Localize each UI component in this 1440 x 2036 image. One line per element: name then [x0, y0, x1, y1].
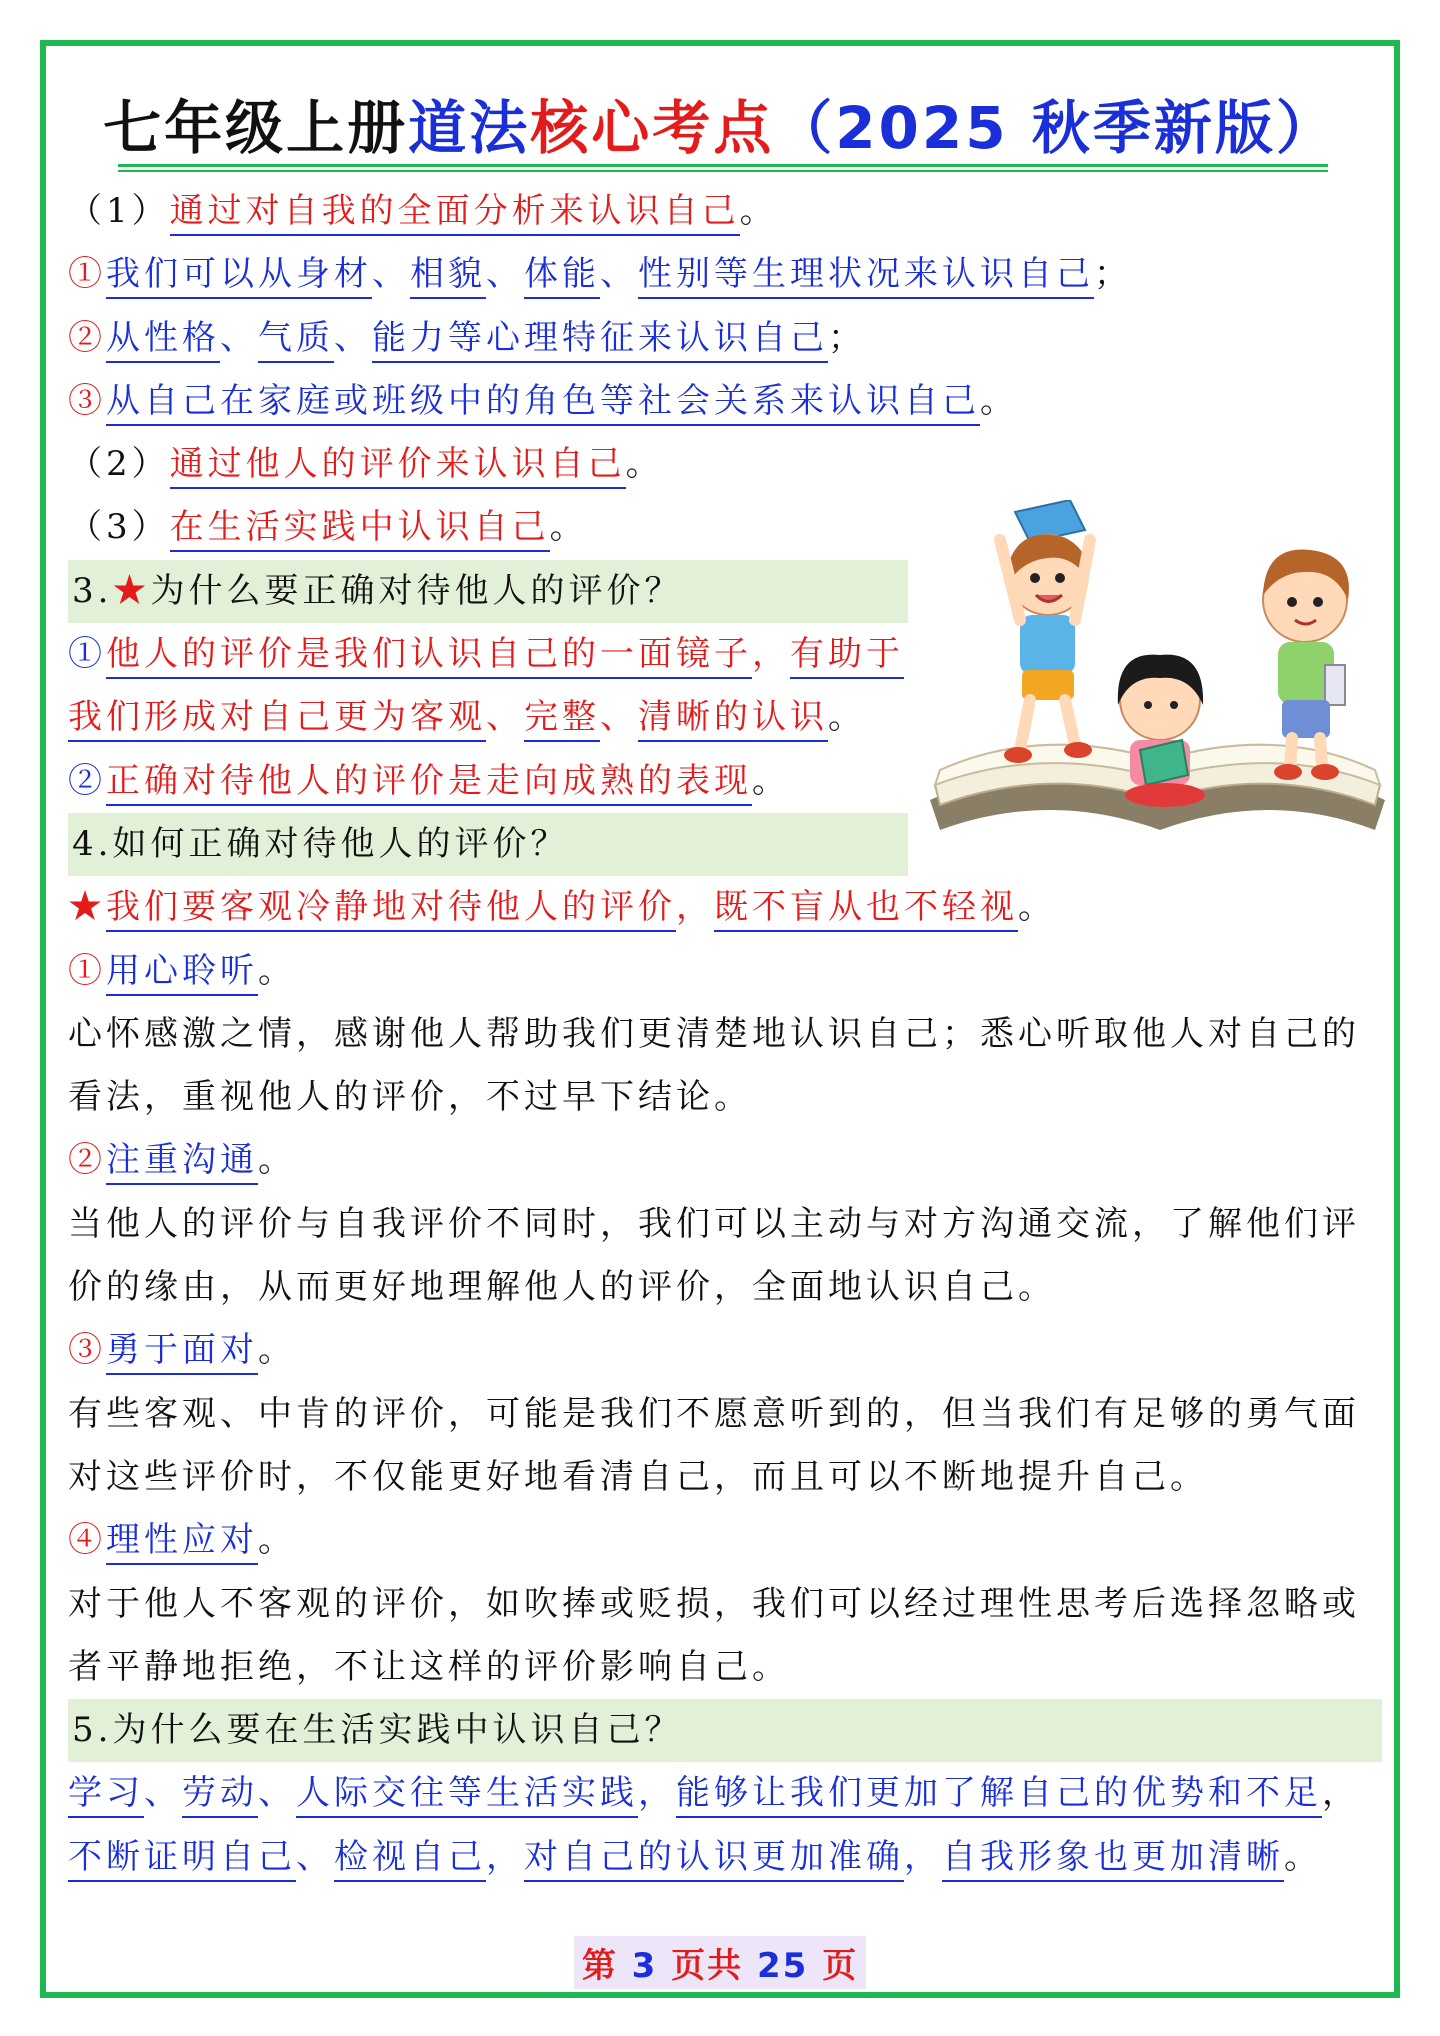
page-label: 第 [581, 1946, 618, 1986]
punct: ， [904, 1836, 942, 1877]
circled-number: ④ [68, 1520, 106, 1561]
method-3-body-1: 有些客观、中肯的评价，可能是我们不愿意听到的，但当我们有足够的勇气面 [68, 1393, 1360, 1434]
punct: ， [752, 634, 790, 675]
method-3-heading [68, 1319, 1388, 1382]
punct: ； [828, 317, 866, 358]
separator: 、 [372, 254, 410, 295]
title-part-subject: 道法 [408, 94, 531, 162]
punct: 。 [258, 1330, 296, 1371]
method-1-body-1: 心怀感激之情，感谢他人帮助我们更清楚地认识自己；悉心听取他人对自己的 [68, 1013, 1360, 1054]
title-part-topic: 核心考点 [530, 94, 775, 162]
separator: 、 [220, 317, 258, 358]
punct: 。 [739, 191, 778, 231]
answer-text: 完整 [524, 697, 600, 742]
punct: ， [1322, 1773, 1360, 1814]
punct: 。 [258, 1520, 296, 1561]
answer-text: 劳动 [182, 1773, 258, 1818]
method-4-body-2: 者平静地拒绝，不让这样的评价影响自己。 [68, 1646, 790, 1687]
punct: ， [676, 887, 714, 928]
punct: 。 [549, 507, 588, 548]
sub-point-text: 性别等生理状况来认识自己 [638, 254, 1094, 299]
method-title: 用心聆听 [106, 951, 258, 996]
answer-text: 清晰的认识 [638, 697, 828, 742]
method-title: 勇于面对 [106, 1330, 258, 1375]
question-text: 为什么要正确对待他人的评价？ [150, 570, 683, 611]
answer-text: 他人的评价是我们认识自己的一面镜子 [106, 634, 752, 679]
answer-text: 自我形象也更加清晰 [942, 1837, 1284, 1882]
answer-text: 我们形成对自己更为客观 [68, 697, 486, 742]
page-indicator-box [574, 1936, 866, 1989]
circled-number: ② [68, 760, 106, 801]
point-text: 在生活实践中认识自己 [170, 507, 550, 552]
answer-text: 能够让我们更加了解自己的优势和不足 [676, 1773, 1322, 1818]
point-prefix: （3） [68, 507, 170, 548]
method-1-body-2: 看法，重视他人的评价，不过早下结论。 [68, 1077, 752, 1118]
page-label: 页共 [671, 1946, 744, 1986]
sub-point-3 [68, 370, 1388, 433]
punct: ， [486, 1836, 524, 1877]
method-title: 注重沟通 [106, 1140, 258, 1185]
method-4-body-1: 对于他人不客观的评价，如吹捧或贬损，我们可以经过理性思考后选择忽略或 [68, 1583, 1360, 1624]
answer-4-key [68, 876, 1388, 939]
punct: ； [1094, 254, 1132, 295]
page-title [0, 92, 1440, 164]
circled-number: ③ [68, 1330, 106, 1371]
method-4-heading [68, 1509, 1388, 1572]
method-1-heading [68, 940, 1388, 1003]
separator: 、 [296, 1836, 334, 1877]
question-number: 3. [72, 570, 113, 611]
star-icon: ★ [68, 887, 106, 928]
punct: 。 [752, 760, 790, 801]
title-underline [118, 164, 1328, 167]
answer-text: 人际交往等生活实践 [296, 1773, 638, 1818]
page-indicator [0, 1936, 1440, 1989]
method-3-body-2: 对这些评价时，不仅能更好地看清自己，而且可以不断地提升自己。 [68, 1456, 1208, 1497]
star-icon: ★ [112, 570, 151, 611]
answer-text: 不断证明自己 [68, 1837, 296, 1882]
sub-point-2 [68, 307, 1388, 370]
sub-point-text: 气质 [258, 318, 334, 363]
sub-point-text: 从性格 [106, 318, 220, 363]
punct: 。 [828, 697, 866, 738]
children-reading-book-icon [920, 500, 1390, 860]
separator: 、 [486, 697, 524, 738]
question-5 [68, 1699, 1382, 1762]
answer-text: 检视自己 [334, 1837, 486, 1882]
title-part-grade: 七年级上册 [103, 94, 409, 162]
circled-number: ② [68, 1140, 106, 1181]
question-3 [68, 560, 908, 623]
point-2 [68, 433, 1388, 496]
separator: 、 [334, 317, 372, 358]
punct: 。 [980, 380, 1018, 421]
method-2-body-1: 当他人的评价与自我评价不同时，我们可以主动与对方沟通交流，了解他们评 [68, 1203, 1360, 1244]
separator: 、 [600, 254, 638, 295]
answer-text: 有助于 [790, 634, 904, 679]
answer-text: 我们要客观冷静地对待他人的评价 [106, 887, 676, 932]
punct: 。 [1018, 887, 1056, 928]
point-prefix: （1） [68, 191, 170, 231]
circled-number: ① [68, 950, 106, 991]
punct: 。 [625, 444, 664, 485]
sub-point-text: 体能 [524, 254, 600, 299]
method-title: 理性应对 [106, 1520, 258, 1565]
answer-text: 学习 [68, 1773, 144, 1818]
punct: ， [638, 1773, 676, 1814]
point-1 [68, 180, 1388, 243]
punct: 。 [258, 950, 296, 991]
title-underline-2 [118, 170, 1328, 172]
current-page-number: 3 [631, 1946, 658, 1986]
page-label: 页 [822, 1946, 859, 1986]
question-text: 5.为什么要在生活实践中认识自己？ [72, 1710, 683, 1751]
sub-point-text: 从自己在家庭或班级中的角色等社会关系来认识自己 [106, 381, 980, 426]
separator: 、 [144, 1773, 182, 1814]
point-prefix: （2） [68, 444, 170, 485]
separator: 、 [600, 697, 638, 738]
answer-5-line-2 [68, 1826, 1388, 1889]
circled-number: ① [68, 254, 106, 295]
sub-point-1 [68, 243, 1388, 306]
answer-5-line-1 [68, 1762, 1388, 1825]
punct: 。 [1284, 1836, 1322, 1877]
circled-number: ① [68, 634, 106, 675]
sub-point-text: 能力等心理特征来认识自己 [372, 318, 828, 363]
method-2-body-2: 价的缘由，从而更好地理解他人的评价，全面地认识自己。 [68, 1267, 1056, 1308]
punct: 。 [258, 1140, 296, 1181]
total-pages-number: 25 [757, 1946, 809, 1986]
answer-text: 对自己的认识更加准确 [524, 1837, 904, 1882]
separator: 、 [486, 254, 524, 295]
question-4 [68, 813, 908, 876]
circled-number: ③ [68, 380, 106, 421]
separator: 、 [258, 1773, 296, 1814]
circled-number: ② [68, 317, 106, 358]
sub-point-text: 相貌 [410, 254, 486, 299]
answer-text: 既不盲从也不轻视 [714, 887, 1018, 932]
sub-point-text: 我们可以从身材 [106, 254, 372, 299]
content-body [68, 180, 1388, 1889]
point-text: 通过他人的评价来认识自己 [170, 444, 626, 489]
question-text: 4.如何正确对待他人的评价？ [72, 823, 569, 864]
answer-text: 正确对待他人的评价是走向成熟的表现 [106, 761, 752, 806]
point-text: 通过对自我的全面分析来认识自己 [170, 191, 740, 236]
title-part-edition: （2025 秋季新版） [774, 94, 1337, 162]
method-2-heading [68, 1129, 1388, 1192]
